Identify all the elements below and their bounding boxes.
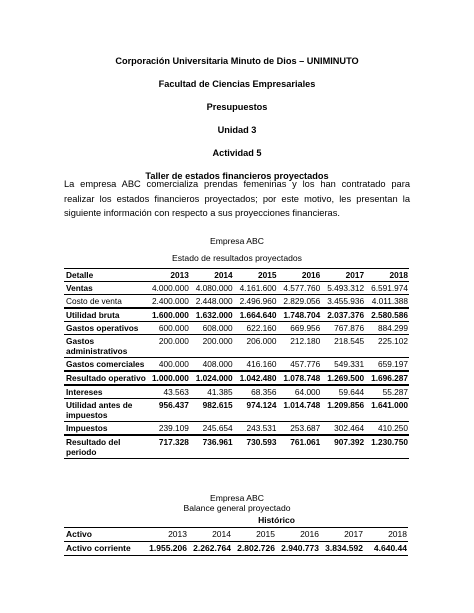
income-statement-company: Empresa ABC [210,236,264,246]
row-label: Utilidad bruta [64,308,146,322]
table-row [64,358,409,372]
row-label: Impuestos [64,422,146,436]
table-header-row [64,528,408,542]
cell-value: 410.250 [365,422,409,436]
university-name: Corporación Universitaria Minuto de Dios – UNIMINUTO [115,56,359,66]
cell-value: 717.328 [146,435,190,459]
table-row [64,295,409,309]
column-header: 2014 [188,528,232,542]
cell-value: 4.080.000 [190,282,234,295]
intro-paragraph: La empresa ABC comercializa prendas femeninas y los han contratado para realizar los estados financieros proyectados; por este motivo, les presentan la siguiente información con respecto a sus proyecciones financieras. [64,179,410,218]
row-label: Ventas [64,282,146,295]
cell-value: 600.000 [146,322,190,335]
cell-value: 5.493.312 [321,282,365,295]
balance-sheet-company: Empresa ABC [210,493,264,503]
cell-value: 730.593 [234,435,278,459]
cell-value: 659.197 [365,358,409,372]
cell-value: 1.230.750 [365,435,409,459]
cell-value: 2.037.376 [321,308,365,322]
cell-value: 245.654 [190,422,234,436]
column-header: 2015 [232,528,276,542]
cell-value: 1.641.000 [365,399,409,422]
table-row [64,422,409,436]
cell-value: 1.014.748 [277,399,321,422]
cell-value: 1.696.287 [365,371,409,385]
cell-value: 1.078.748 [277,371,321,385]
cell-value: 41.385 [190,385,234,399]
balance-sheet-table [64,514,408,556]
workshop-title: Taller de estados financieros proyectados [145,171,329,181]
cell-value: 212.180 [277,335,321,358]
cell-value: 974.124 [234,399,278,422]
column-header: 2013 [146,269,190,282]
cell-value: 200.000 [190,335,234,358]
cell-value: 1.632.000 [190,308,234,322]
cell-value: 3.455.936 [321,295,365,309]
row-label: Resultado del periodo [64,435,146,459]
cell-value: 884.299 [365,322,409,335]
column-header: 2017 [320,528,364,542]
balance-sheet-title: Balance general proyectado [183,503,291,513]
column-header: 2018 [365,269,409,282]
cell-value: 1.209.856 [321,399,365,422]
cell-value: 206.000 [234,335,278,358]
cell-value: 408.000 [190,358,234,372]
row-label: Gastos operativos [64,322,146,335]
row-label: Utilidad antes de impuestos [64,399,146,422]
cell-value: 400.000 [146,358,190,372]
cell-value: 416.160 [234,358,278,372]
cell-value: 1.269.500 [321,371,365,385]
row-label: Resultado operativo [66,373,146,383]
table-row [64,542,408,556]
cell-value: 669.956 [277,322,321,335]
income-statement-table [64,268,409,459]
table-row [64,322,409,335]
table-row [64,335,409,358]
cell-value: 736.961 [190,435,234,459]
faculty-name: Facultad de Ciencias Empresariales [158,79,316,89]
cell-value: 200.000 [146,335,190,358]
course-name: Presupuestos [206,102,268,112]
table-row [64,282,409,295]
cell-value: 1.955.206 [144,542,188,556]
cell-value: 1.748.704 [277,308,321,322]
cell-value: 4.640.44 [364,542,408,556]
table-row [64,308,409,322]
cell-value: 761.061 [277,435,321,459]
table-row [64,399,409,422]
row-label: Activo corriente [64,542,144,556]
column-header: 2013 [144,528,188,542]
activity-label: Actividad 5 [212,148,262,158]
cell-value: 302.464 [321,422,365,436]
cell-value: 956.437 [146,399,190,422]
unit-label: Unidad 3 [217,125,257,135]
cell-value: 55.287 [365,385,409,399]
column-header: 2017 [321,269,365,282]
cell-value: 59.644 [321,385,365,399]
cell-value: 2.580.586 [365,308,409,322]
column-header: 2014 [190,269,234,282]
cell-value: 225.102 [365,335,409,358]
cell-value: 64.000 [277,385,321,399]
row-label: Costo de venta [64,295,146,309]
cell-value: 2.940.773 [276,542,320,556]
cell-value: 1.042.480 [234,371,278,385]
cell-value: 608.000 [190,322,234,335]
cell-value: 4.011.388 [365,295,409,309]
cell-value: 549.331 [321,358,365,372]
cell-value: 1.600.000 [146,308,190,322]
table-row [64,435,409,459]
cell-value: 218.545 [321,335,365,358]
cell-value: 2.802.726 [232,542,276,556]
cell-value: 907.392 [321,435,365,459]
cell-value: 3.834.592 [320,542,364,556]
cell-value: 457.776 [277,358,321,372]
cell-value: 243.531 [234,422,278,436]
cell-value: 1.000.000 [146,371,190,385]
cell-value: 43.563 [146,385,190,399]
cell-value: 982.615 [190,399,234,422]
table-header-row [64,269,409,282]
column-header: Detalle [64,269,146,282]
row-label: Intereses [64,385,146,399]
column-header: 2016 [277,269,321,282]
column-header: 2018 [364,528,408,542]
cell-value: 2.448.000 [190,295,234,309]
group-header-row [64,514,408,528]
group-header: Histórico [144,514,408,528]
cell-value: 4.000.000 [146,282,190,295]
cell-value: 2.400.000 [146,295,190,309]
cell-value: 239.109 [146,422,190,436]
cell-value: 253.687 [277,422,321,436]
cell-value: 2.262.764 [188,542,232,556]
cell-value: 622.160 [234,322,278,335]
cell-value: 1.664.640 [234,308,278,322]
cell-value: 2.829.056 [277,295,321,309]
cell-value: 4.161.600 [234,282,278,295]
row-label: Gastos administrativos [64,335,146,358]
row-label: Gastos comerciales [66,359,145,369]
table-row [64,371,409,385]
cell-value: 767.876 [321,322,365,335]
column-header: Activo [64,528,144,542]
table-row [64,385,409,399]
cell-value: 68.356 [234,385,278,399]
cell-value: 4.577.760 [277,282,321,295]
column-header: 2016 [276,528,320,542]
cell-value: 2.496.960 [234,295,278,309]
income-statement-title: Estado de resultados proyectados [172,253,302,263]
cell-value: 6.591.974 [365,282,409,295]
column-header: 2015 [234,269,278,282]
cell-value: 1.024.000 [190,371,234,385]
document-header [0,56,474,194]
